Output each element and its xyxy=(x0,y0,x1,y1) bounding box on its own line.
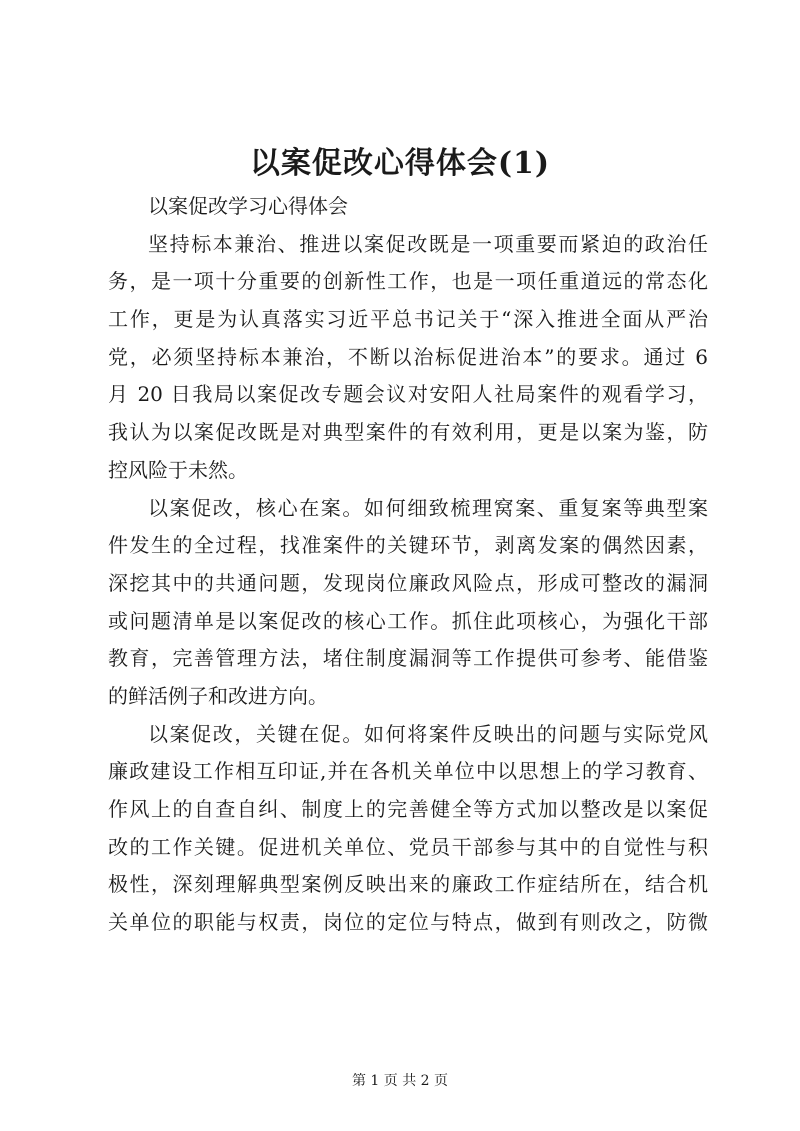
page-number-footer: 第 1 页 共 2 页 xyxy=(351,1073,449,1089)
body-paragraph xyxy=(108,490,708,716)
text-line: 件发生的全过程，找准案件的关键环节，剥离发案的偶然因素， xyxy=(108,533,708,558)
text-line: 务，是一项十分重要的创新性工作，也是一项任重道远的常态化 xyxy=(108,269,708,294)
text-line: 改的工作关键。促进机关单位、党员干部参与其中的自觉性与积 xyxy=(108,834,708,859)
document-body xyxy=(108,188,708,942)
text-line: 以案促改，核心在案。如何细致梳理窝案、重复案等典型案 xyxy=(148,495,708,520)
text-line: 以案促改学习心得体会 xyxy=(148,194,348,218)
subtitle-paragraph xyxy=(108,188,708,226)
text-line: 极性，深刻理解典型案例反映出来的廉政工作症结所在，结合机 xyxy=(108,872,708,897)
text-line: 党，必须坚持标本兼治，不断以治标促进治本”的要求。通过 6 xyxy=(108,344,708,369)
text-line: 教育，完善管理方法，堵住制度漏洞等工作提供可参考、能借鉴 xyxy=(108,646,708,671)
text-line: 以案促改，关键在促。如何将案件反映出的问题与实际党风 xyxy=(148,721,708,746)
text-line: 的鲜活例子和改进方向。 xyxy=(108,683,328,708)
text-line: 深挖其中的共通问题，发现岗位廉政风险点，形成可整改的漏洞 xyxy=(108,570,708,595)
text-line: 工作，更是为认真落实习近平总书记关于“深入推进全面从严治 xyxy=(108,307,708,332)
text-line: 月 20 日我局以案促改专题会议对安阳人社局案件的观看学习， xyxy=(108,382,708,407)
text-line: 作风上的自查自纠、制度上的完善健全等方式加以整改是以案促 xyxy=(108,797,708,821)
body-paragraph xyxy=(108,716,708,942)
body-paragraph xyxy=(108,226,708,490)
document-title: 以案促改心得体会(1) xyxy=(249,146,551,181)
text-line: 控风险于未然。 xyxy=(108,457,248,482)
text-line: 关单位的职能与权责，岗位的定位与特点，做到有则改之，防微 xyxy=(108,910,708,935)
text-line: 或问题清单是以案促改的核心工作。抓住此项核心，为强化干部 xyxy=(108,608,708,633)
text-line: 坚持标本兼治、推进以案促改既是一项重要而紧迫的政治任 xyxy=(148,231,708,256)
text-line: 我认为以案促改既是对典型案件的有效利用，更是以案为鉴，防 xyxy=(108,420,708,445)
text-line: 廉政建设工作相互印证,并在各机关单位中以思想上的学习教育、 xyxy=(108,759,708,784)
